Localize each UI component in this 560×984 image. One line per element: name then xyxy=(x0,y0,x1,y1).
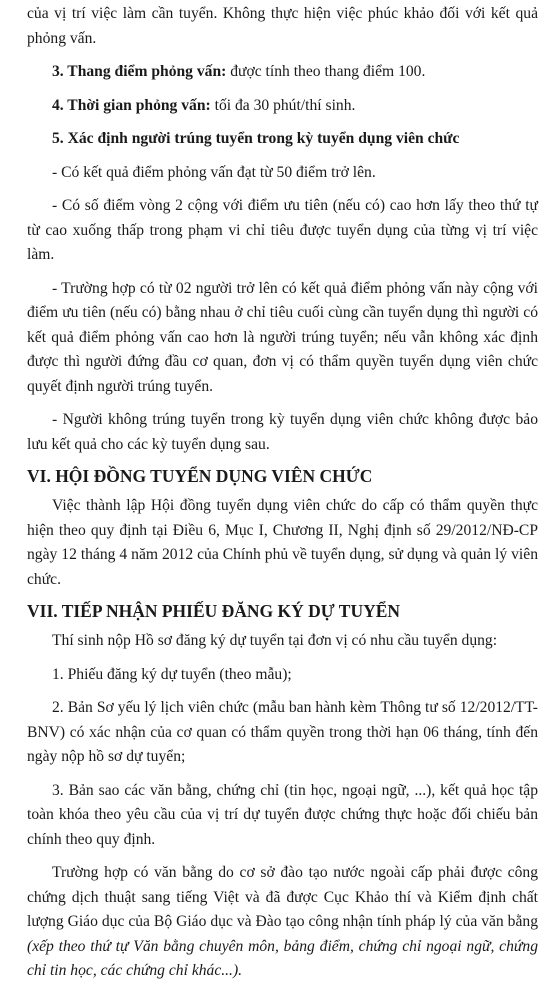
requirement-2: 2. Bản Sơ yếu lý lịch viên chức (mẫu ban hành kèm Thông tư số 12/2012/TT-BNV) có xác nhận của cơ quan có thẩm quyền trong thời hạn 06 tháng, tính đến ngày nộp hồ sơ dự tuyển; xyxy=(27,699,538,765)
closing-text: Trường hợp có văn bằng do cơ sở đào tạo nước ngoài cấp phải được công chứng dịch thuật sang tiếng Việt và đã được Cục Khảo thí và Kiểm định chất lượng Giáo dục của Bộ Giáo dục và Đào tạo công nhận tính pháp lý của văn bằng xyxy=(27,864,538,930)
item-4 xyxy=(27,94,538,119)
closing-italic: (xếp theo thứ tự Văn bằng chuyên môn, bảng điểm, chứng chỉ ngoại ngữ, chứng chỉ tin học, các chứng chỉ khác...). xyxy=(27,937,538,979)
criteria-3: - Trường hợp có từ 02 người trở lên có kết quả điểm phỏng vấn này cộng với điểm ưu tiên (nếu có) bằng nhau ở chỉ tiêu cuối cùng cần tuyển dụng thì người có kết quả điểm phỏng vấn cao hơn là người trúng tuyển; nếu vẫn không xác định được thì người đứng đầu cơ quan, đơn vị có thẩm quyền tuyển dụng viên chức quyết định người trúng tuyển. xyxy=(27,279,538,395)
section-6-text: Việc thành lập Hội đồng tuyển dụng viên chức do cấp có thẩm quyền thực hiện theo quy định tại Điều 6, Mục I, Chương II, Nghị định số 29/2012/NĐ-CP ngày 12 tháng 4 năm 2012 của Chính phủ về tuyển dụng, sử dụng và quản lý viên chức. xyxy=(27,497,538,588)
item-4-label: 4. Thời gian phỏng vấn: xyxy=(52,96,211,114)
requirement-1: 1. Phiếu đăng ký dự tuyển (theo mẫu); xyxy=(52,665,292,683)
criteria-4: - Người không trúng tuyển trong kỳ tuyển dụng viên chức không được bảo lưu kết quả cho các kỳ tuyển dụng sau. xyxy=(27,411,538,453)
item-4-text: tối đa 30 phút/thí sinh. xyxy=(210,96,356,114)
requirement-3: 3. Bản sao các văn bằng, chứng chỉ (tin học, ngoại ngữ, ...), kết quả học tập toàn khóa theo yêu cầu của vị trí dự tuyển được chứng thực hoặc đối chiếu bản chính theo quy định. xyxy=(27,781,538,848)
item-5-heading: 5. Xác định người trúng tuyển trong kỳ tuyển dụng viên chức xyxy=(52,130,460,147)
criteria-1: - Có kết quả điểm phỏng vấn đạt từ 50 điểm trở lên. xyxy=(52,163,376,181)
continuation-paragraph: của vị trí việc làm cần tuyển. Không thực hiện việc phúc khảo đối với kết quả phỏng vấn. xyxy=(27,5,538,47)
closing-paragraph xyxy=(27,861,538,984)
section-7-intro: Thí sinh nộp Hồ sơ đăng ký dự tuyển tại đơn vị có nhu cầu tuyển dụng: xyxy=(52,632,498,649)
item-3 xyxy=(27,60,538,85)
section-6-heading: VI. HỘI ĐỒNG TUYỂN DỤNG VIÊN CHỨC xyxy=(27,466,373,486)
criteria-2: - Có số điểm vòng 2 cộng với điểm ưu tiên (nếu có) cao hơn lấy theo thứ tự từ cao xuống thấp trong phạm vi chỉ tiêu được tuyển dụng của từng vị trí việc làm. xyxy=(27,197,538,263)
item-3-label: 3. Thang điểm phỏng vấn: xyxy=(52,63,227,80)
section-7-heading: VII. TIẾP NHẬN PHIẾU ĐĂNG KÝ DỰ TUYỂN xyxy=(27,601,401,621)
item-3-text: được tính theo thang điểm 100. xyxy=(226,63,426,80)
